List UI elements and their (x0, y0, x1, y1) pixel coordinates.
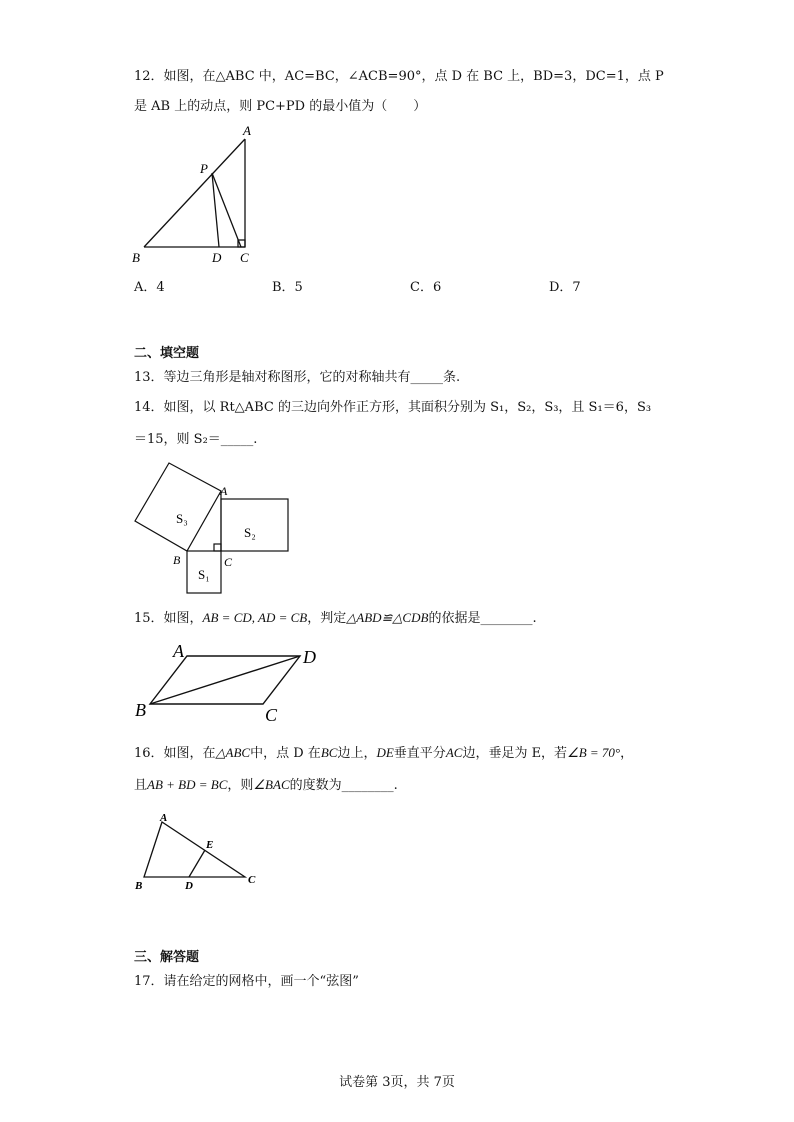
label-c: C (224, 555, 233, 569)
label-c: C (240, 250, 249, 265)
section-answer-title: 三、解答题 (134, 950, 200, 965)
label-c: C (248, 874, 256, 886)
segment-pc (212, 173, 241, 247)
label-d: D (303, 647, 316, 667)
label-a: A (160, 812, 168, 824)
q12-option-b[interactable]: B．5 (272, 280, 303, 295)
q15-prefix: 15．如图， (134, 611, 203, 626)
q14-figure (130, 462, 310, 602)
q16-text-3: 边上， (337, 746, 377, 761)
q15-middle: ，判定 (307, 611, 347, 626)
q16-math-bc: BC (320, 745, 338, 760)
page-footer: 试卷第 3页，共 7页 (339, 1075, 455, 1090)
q16-math-angle-b: ∠B = 70° (567, 745, 621, 760)
label-e: E (206, 839, 214, 851)
q12-option-d[interactable]: D．7 (549, 280, 581, 295)
segment-pd (212, 173, 219, 247)
q16-figure (130, 810, 270, 895)
q12-line1: 12．如图，在△ABC 中，AC=BC，∠ACB=90°，点 D 在 BC 上，BD=3，DC=1，点 P (134, 69, 664, 84)
q15-math-congruence: △ABD≌△CDB (346, 610, 429, 625)
label-b: B (135, 700, 146, 720)
q16-text-2: 中，点 D 在 (250, 746, 321, 761)
label-c: C (265, 705, 278, 725)
square-s3 (135, 463, 221, 551)
q16-line1 (134, 744, 633, 763)
q14-line2: ＝15，则 S₂＝_____. (134, 432, 258, 447)
q16-math-angle-bac: ∠BAC (253, 777, 290, 792)
label-s3: S₃ (176, 511, 188, 526)
section-fill-in-title: 二、填空题 (134, 346, 200, 361)
q12-option-c[interactable]: C．6 (410, 280, 442, 295)
q12-option-a[interactable]: A．4 (134, 280, 165, 295)
q16-text-7: 且 (134, 778, 148, 793)
q15-text (134, 609, 537, 628)
q13-text: 13．等边三角形是轴对称图形，它的对称轴共有_____条. (134, 370, 461, 385)
right-angle-mark (214, 544, 221, 551)
q15-figure (130, 637, 330, 727)
label-a: A (243, 125, 251, 138)
q17-text: 17．请在给定的网格中，画一个“弦图” (134, 974, 359, 989)
q14-line1: 14．如图，以 Rt△ABC 的三边向外作正方形，其面积分别为 S₁，S₂，S₃，且 S₁＝6，S₃ (134, 400, 652, 415)
q16-text-1: 16．如图，在 (134, 746, 216, 761)
q16-text-4: 垂直平分 (393, 746, 446, 761)
diagonal-bd (150, 656, 300, 704)
q15-math-equalities: AB = CD, AD = CB (202, 610, 308, 625)
q16-math-de: DE (376, 745, 394, 760)
label-s1: S₁ (198, 567, 210, 582)
segment-ab (144, 139, 245, 247)
q12-figure (130, 125, 265, 267)
q16-text-8: ，则 (227, 778, 254, 793)
label-d: D (212, 250, 222, 265)
segment-de (189, 850, 205, 877)
label-a: A (173, 641, 184, 661)
q16-math-ac: AC (445, 745, 463, 760)
q16-text-6: ， (620, 746, 634, 761)
label-b: B (173, 553, 181, 567)
q16-text-5: 边，垂足为 E，若 (462, 746, 568, 761)
label-b: B (132, 250, 140, 265)
q16-math-triangle: △ABC (215, 745, 251, 760)
q16-math-sum: AB + BD = BC (147, 777, 228, 792)
label-d: D (185, 880, 193, 892)
label-p: P (200, 161, 208, 176)
q16-line2 (134, 776, 398, 795)
q12-line2: 是 AB 上的动点，则 PC+PD 的最小值为（ ） (134, 99, 427, 114)
label-a: A (220, 484, 228, 498)
label-b: B (135, 880, 143, 892)
q16-text-9: 的度数为________. (289, 778, 398, 793)
q15-suffix: 的依据是________. (428, 611, 537, 626)
label-s2: S₂ (244, 525, 256, 540)
